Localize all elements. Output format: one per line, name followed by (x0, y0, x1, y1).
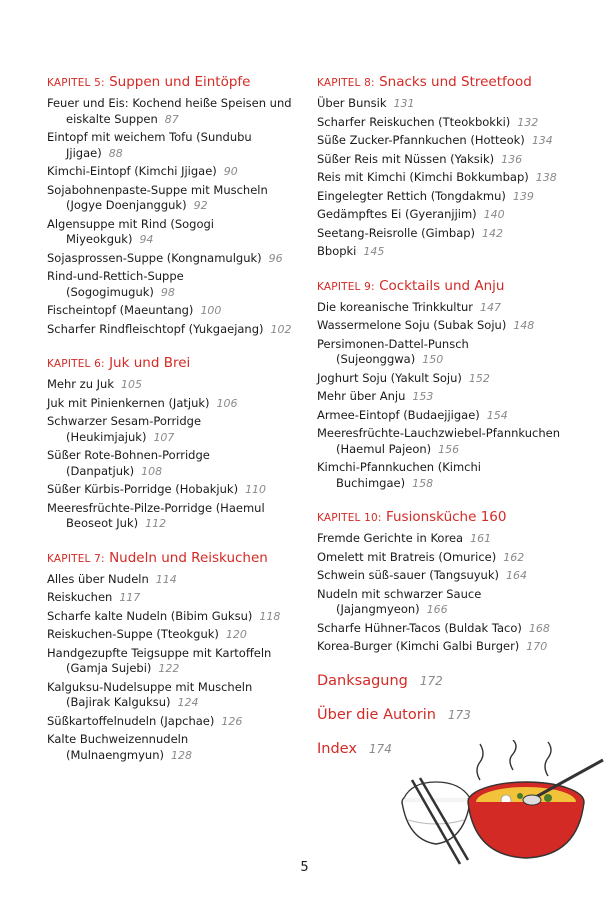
entry-page: 152 (468, 371, 490, 385)
toc-entry[interactable] (47, 303, 295, 319)
extra-page: 172 (419, 673, 443, 688)
entry-page: 96 (268, 251, 283, 265)
bowl-and-rice-illustration (398, 740, 609, 870)
toc-entry[interactable] (47, 96, 295, 127)
entry-title: Gedämpftes Ei (Gyeranjjim) (317, 207, 477, 221)
chapter-title: Fusionsküche 160 (385, 509, 507, 525)
entry-title: Scharfer Reiskuchen (Tteokbokki) (317, 114, 511, 129)
entry-title: Sojabohnenpaste-Suppe mit Muscheln (Jogye Doenjangguk) (47, 182, 268, 212)
toc-entry[interactable] (47, 377, 295, 393)
entry-title: Eintopf mit weichem Tofu (Sundubu Jjigae) (47, 130, 252, 160)
entry-page: 87 (164, 112, 179, 126)
toc-entry[interactable] (47, 627, 295, 643)
toc-entry[interactable] (317, 96, 579, 112)
right-chapters (317, 74, 579, 655)
entry-page: 156 (438, 442, 460, 456)
entry-title: Meeresfrüchte-Lauchzwiebel-Pfannkuchen (Haemul Pajeon) (317, 426, 560, 456)
entry-title: Die koreanische Trinkkultur (317, 299, 474, 314)
toc-entry[interactable] (47, 164, 295, 180)
toc-entry[interactable] (317, 152, 579, 168)
toc-entry[interactable] (317, 621, 579, 637)
toc-entry[interactable] (47, 322, 295, 338)
toc-entry[interactable] (317, 568, 579, 584)
entry-title: Sojasprossen-Suppe (Kongnamulguk) (47, 250, 262, 265)
toc-entry[interactable] (317, 170, 579, 186)
entry-page: 90 (223, 165, 238, 178)
toc-entry[interactable] (317, 189, 579, 205)
chapter-heading (47, 355, 295, 373)
chapter-section (47, 74, 295, 337)
entry-page: 145 (363, 245, 385, 258)
entry-page: 105 (121, 378, 142, 391)
toc-entry[interactable] (47, 714, 295, 730)
entry-page: 138 (535, 171, 557, 184)
toc-entry[interactable] (47, 130, 295, 161)
entry-title: Eingelegter Rettich (Tongdakmu) (317, 188, 506, 203)
entry-title: Omelett mit Bratreis (Omurice) (317, 549, 497, 564)
chapter-number: KAPITEL 10: (317, 512, 382, 524)
entry-page: 136 (501, 152, 523, 166)
toc-entry[interactable] (317, 408, 579, 424)
toc-entry[interactable] (317, 337, 579, 368)
toc-entry[interactable] (47, 448, 295, 479)
toc-entry[interactable] (47, 251, 295, 267)
toc-entry[interactable] (317, 460, 579, 491)
toc-entry[interactable] (47, 396, 295, 412)
chapter-heading (317, 278, 579, 296)
entry-page: 108 (141, 464, 163, 478)
entry-page: 100 (200, 304, 222, 317)
chapter-number: KAPITEL 6: (47, 358, 105, 370)
entry-page: 124 (177, 696, 199, 709)
chapter-number: KAPITEL 7: (47, 552, 105, 565)
toc-left-column (47, 74, 295, 781)
entry-page: 88 (108, 146, 123, 160)
entry-title: Süßer Rote-Bohnen-Porridge (Danpatjuk) (47, 448, 210, 478)
extra-page: 173 (447, 707, 471, 722)
toc-entry[interactable] (317, 371, 579, 387)
entry-page: 168 (528, 621, 550, 635)
chapter-title: Juk und Brei (109, 355, 191, 371)
chapter-section (317, 74, 579, 260)
entry-page: 153 (412, 390, 434, 403)
entry-title: Wassermelone Soju (Subak Soju) (317, 318, 507, 332)
entry-page: 106 (216, 396, 238, 410)
chapter-title: Nudeln und Reiskuchen (109, 549, 268, 566)
entry-page: 118 (259, 609, 281, 623)
toc-entry[interactable] (317, 207, 579, 223)
entry-title: Süße Zucker-Pfannkuchen (Hotteok) (317, 133, 525, 147)
entry-title: Algensuppe mit Rind (Sogogi Miyeokguk) (47, 216, 214, 246)
toc-entry[interactable] (317, 550, 579, 566)
entry-page: 107 (153, 430, 175, 444)
toc-entry[interactable] (47, 590, 295, 606)
toc-right-column (317, 74, 579, 775)
entry-page: 139 (512, 189, 534, 203)
extra-title: Über die Autorin (317, 706, 436, 723)
extra-page: 174 (368, 741, 392, 756)
entry-page: 117 (119, 591, 141, 604)
toc-entry[interactable] (317, 300, 579, 316)
entry-title: Juk mit Pinienkernen (Jatjuk) (47, 395, 210, 410)
entry-page: 110 (245, 483, 267, 496)
chapter-title: Suppen und Eintöpfe (109, 74, 251, 90)
entry-page: 128 (170, 748, 192, 762)
entry-title: Bbopki (317, 244, 357, 258)
toc-entry[interactable] (47, 609, 295, 625)
entry-page: 126 (221, 714, 243, 728)
entry-title: Süßkartoffelnudeln (Japchae) (47, 713, 215, 728)
toc-entry[interactable] (317, 426, 579, 457)
entry-page: 150 (422, 353, 444, 366)
entry-title: Joghurt Soju (Yakult Soju) (317, 370, 462, 385)
toc-entry[interactable] (317, 244, 579, 260)
toc-entry[interactable] (317, 133, 579, 149)
extra-entry[interactable] (317, 707, 579, 723)
entry-title: Schwarzer Sesam-Porridge (Heukimjajuk) (47, 414, 202, 444)
toc-entry[interactable] (47, 183, 295, 214)
entry-title: Seetang-Reisrolle (Gimbap) (317, 225, 476, 240)
toc-entry[interactable] (47, 217, 295, 248)
entry-page: 164 (505, 569, 527, 582)
chapter-heading (47, 550, 295, 568)
entry-page: 161 (470, 532, 492, 545)
entry-page: 154 (486, 408, 508, 422)
entry-title: Nudeln mit schwarzer Sauce (Jajangmyeon) (317, 586, 482, 616)
entry-title: Reiskuchen-Suppe (Tteokguk) (47, 627, 219, 641)
toc-entry[interactable] (47, 732, 295, 763)
toc-entry[interactable] (317, 389, 579, 405)
entry-title: Scharfe Hühner-Tacos (Buldak Taco) (317, 620, 522, 635)
entry-page: 122 (158, 662, 180, 675)
chapter-title: Snacks und Streetfood (379, 74, 532, 90)
entry-page: 142 (482, 226, 504, 240)
chapter-title: Cocktails und Anju (379, 277, 505, 294)
entry-title: Kalte Buchweizennudeln (Mulnaengmyun) (47, 732, 189, 762)
entry-title: Süßer Kürbis-Porridge (Hobakjuk) (47, 482, 239, 496)
chapter-heading (317, 509, 579, 527)
entry-page: 162 (503, 550, 525, 564)
toc-entry[interactable] (317, 226, 579, 242)
entry-page: 158 (412, 476, 434, 490)
entry-title: Persimonen-Dattel-Punsch (Sujeonggwa) (317, 336, 469, 366)
chapter-number: KAPITEL 5: (47, 77, 105, 89)
toc-entry[interactable] (47, 572, 295, 588)
entry-page: 132 (517, 115, 539, 129)
entry-page: 94 (139, 233, 154, 246)
entry-page: 170 (526, 640, 548, 653)
toc-entry[interactable] (47, 482, 295, 498)
toc-entry[interactable] (47, 269, 295, 300)
entry-title: Mehr über Anju (317, 389, 406, 403)
entry-title: Korea-Burger (Kimchi Galbi Burger) (317, 639, 520, 653)
toc-entry[interactable] (317, 115, 579, 131)
chapter-number: KAPITEL 8: (317, 77, 375, 89)
entry-page: 166 (426, 603, 448, 616)
chapter-section (317, 278, 579, 492)
page-number: 5 (300, 860, 309, 875)
entry-page: 114 (155, 572, 177, 586)
entry-page: 147 (480, 300, 502, 314)
entry-title: Schwein süß-sauer (Tangsuyuk) (317, 568, 499, 582)
entry-page: 120 (225, 628, 247, 641)
entry-title: Scharfe kalte Nudeln (Bibim Guksu) (47, 608, 253, 623)
entry-title: Mehr zu Juk (47, 377, 114, 391)
entry-title: Armee-Eintopf (Budaejjigae) (317, 407, 480, 422)
entry-page: 148 (513, 319, 535, 332)
toc-entry[interactable] (317, 587, 579, 618)
entry-title: Fischeintopf (Maeuntang) (47, 303, 194, 317)
entry-title: Über Bunsik (317, 96, 387, 110)
chapter-number: KAPITEL 9: (317, 280, 375, 293)
toc-entry[interactable] (47, 414, 295, 445)
extra-title: Danksagung (317, 672, 408, 689)
entry-title: Alles über Nudeln (47, 571, 149, 586)
entry-title: Kimchi-Pfannkuchen (Kimchi Buchimgae) (317, 460, 481, 490)
entry-page: 102 (270, 322, 292, 336)
entry-title: Reiskuchen (47, 590, 113, 604)
entry-page: 140 (483, 208, 505, 221)
entry-title: Handgezupfte Teigsuppe mit Kartoffeln (Gamja Sujebi) (47, 645, 272, 675)
entry-title: Kimchi-Eintopf (Kimchi Jjigae) (47, 164, 217, 178)
chapter-section (317, 509, 579, 655)
entry-page: 92 (193, 199, 208, 212)
toc-entry[interactable] (47, 646, 295, 677)
entry-title: Reis mit Kimchi (Kimchi Bokkumbap) (317, 170, 529, 184)
extra-title: Index (317, 740, 357, 757)
chapter-heading (47, 74, 295, 92)
extra-entry[interactable] (317, 673, 579, 689)
entry-title: Fremde Gerichte in Korea (317, 531, 464, 545)
entry-title: Meeresfrüchte-Pilze-Porridge (Haemul Beoseot Juk) (47, 500, 265, 530)
entry-title: Feuer und Eis: Kochend heiße Speisen und eiskalte Suppen (47, 96, 292, 126)
entry-title: Süßer Reis mit Nüssen (Yaksik) (317, 151, 495, 166)
toc-entry[interactable] (317, 318, 579, 334)
entry-title: Rind-und-Rettich-Suppe (Sogogimuguk) (47, 269, 184, 299)
toc-entry[interactable] (317, 531, 579, 547)
toc-entry[interactable] (47, 680, 295, 711)
entry-page: 112 (145, 517, 167, 530)
entry-page: 98 (160, 285, 175, 299)
chapter-heading (317, 74, 579, 92)
entry-title: Scharfer Rindfleischtopf (Yukgaejang) (47, 321, 264, 336)
entry-page: 131 (393, 97, 415, 110)
entry-page: 134 (531, 134, 553, 147)
chapter-section (47, 550, 295, 764)
chapter-section (47, 355, 295, 532)
entry-title: Kalguksu-Nudelsuppe mit Muscheln (Bajirak Kalguksu) (47, 679, 253, 709)
toc-entry[interactable] (317, 639, 579, 655)
toc-entry[interactable] (47, 501, 295, 532)
